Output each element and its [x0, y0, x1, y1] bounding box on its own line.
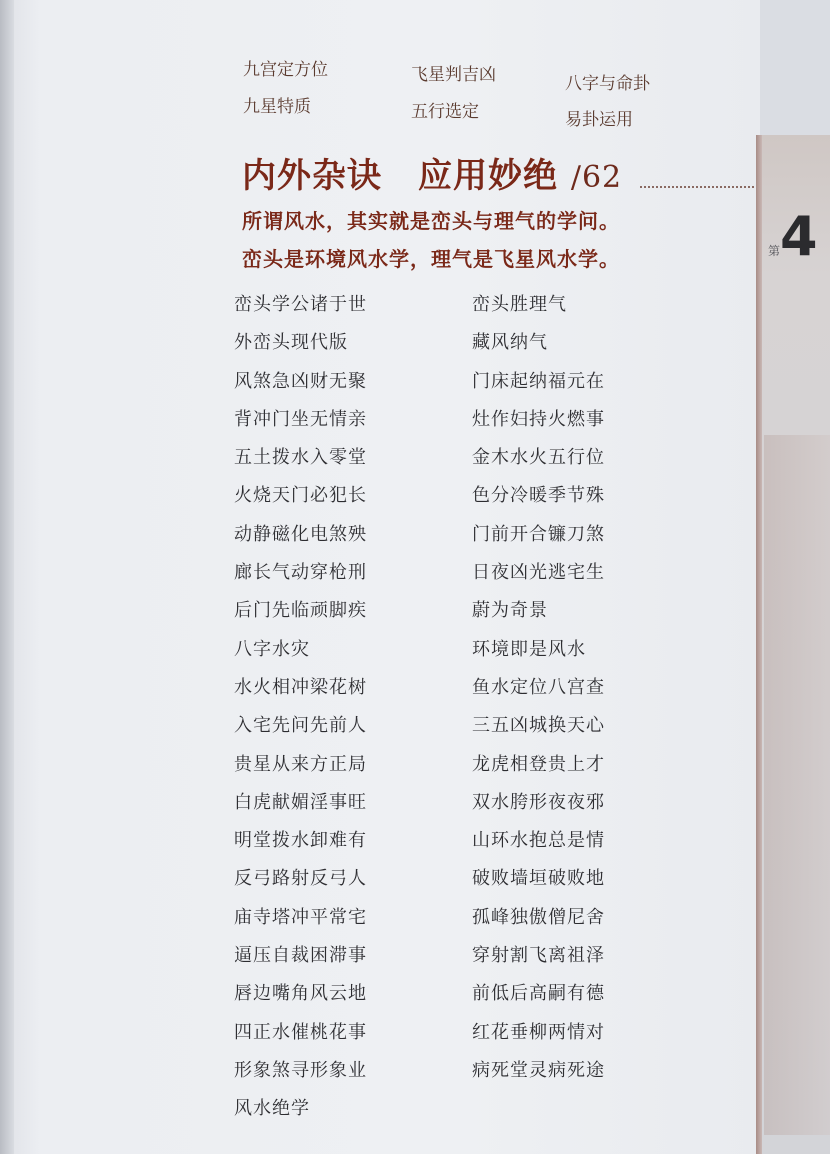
- list-item: 风煞急凶财无聚: [234, 370, 367, 392]
- list-item: 孤峰独傲僧尼舍: [472, 906, 605, 928]
- toc-item: 九宫定方位: [243, 60, 328, 80]
- list-item: 环境即是风水: [472, 638, 586, 660]
- list-item: 五土拨水入零堂: [234, 447, 367, 469]
- chapter-subtitle-1: 所谓风水，其实就是峦头与理气的学问。: [242, 209, 620, 233]
- list-item: 金木水火五行位: [472, 447, 605, 469]
- chapter-title-a: 内外杂诀: [242, 156, 382, 196]
- list-item: 前低后高嗣有德: [472, 983, 605, 1005]
- chapter-page-number: /62: [570, 160, 623, 195]
- list-item: 三五凶城换天心: [472, 715, 605, 737]
- list-item: 反弓路射反弓人: [234, 868, 367, 890]
- list-item: 逼压自裁困滞事: [234, 945, 367, 967]
- toc-item: 九星特质: [243, 97, 311, 117]
- list-item: 唇边嘴角风云地: [234, 983, 367, 1005]
- toc-item: 飞星判吉凶: [411, 65, 496, 85]
- chapter-heading: [242, 148, 622, 197]
- list-item: 门床起纳福元在: [472, 370, 605, 392]
- list-item: 色分冷暖季节殊: [472, 485, 605, 507]
- list-item: 火烧天门必犯长: [234, 485, 367, 507]
- list-item: 藏风纳气: [472, 332, 548, 354]
- list-item: 贵星从来方正局: [234, 753, 367, 775]
- toc-item: 八字与命卦: [565, 74, 650, 94]
- list-item: 明堂拨水卸难有: [234, 830, 367, 852]
- list-item: 峦头学公诸于世: [234, 294, 367, 315]
- list-item: 背冲门坐无情亲: [234, 408, 367, 430]
- list-item: 山环水抱总是情: [472, 830, 605, 852]
- list-item: 双水胯形夜夜邪: [472, 791, 605, 813]
- list-item: 日夜凶光逃宅生: [472, 562, 605, 584]
- page-edge-shadow: [756, 135, 762, 1154]
- book-spine: [0, 0, 14, 1154]
- list-item: 庙寺塔冲平常宅: [234, 906, 367, 928]
- list-item: 鱼水定位八宫查: [472, 676, 605, 698]
- list-item: 八字水灾: [234, 638, 310, 660]
- list-item: 水火相冲梁花树: [234, 676, 367, 698]
- list-item: 四正水催桃花事: [234, 1021, 367, 1043]
- chapter-tab-label: 第: [768, 244, 781, 258]
- item-list-left: [234, 290, 367, 1133]
- chapter-subtitle-2: 峦头是环境风水学，理气是飞星风水学。: [242, 247, 620, 271]
- list-item: 入宅先问先前人: [234, 715, 367, 737]
- list-item: 破败墙垣破败地: [472, 868, 605, 890]
- toc-item: 五行选定: [411, 102, 479, 122]
- list-item: 廊长气动穿枪刑: [234, 562, 367, 584]
- item-list-right: [472, 290, 605, 1094]
- chapter-title-b: 应用妙绝: [418, 156, 558, 196]
- list-item: 峦头胜理气: [472, 294, 567, 315]
- list-item: 病死堂灵病死途: [472, 1059, 605, 1081]
- list-item: 门前开合镰刀煞: [472, 523, 605, 545]
- list-item: 动静磁化电煞殃: [234, 523, 367, 545]
- list-item: 蔚为奇景: [472, 600, 548, 622]
- leader-dots: [640, 186, 758, 188]
- list-item: 后门先临顽脚疾: [234, 600, 367, 622]
- list-item: 灶作妇持火燃事: [472, 408, 605, 430]
- list-item: 风水绝学: [234, 1098, 310, 1120]
- toc-item: 易卦运用: [565, 110, 633, 130]
- list-item: 红花垂柳两情对: [472, 1021, 605, 1043]
- list-item: 白虎献媚淫事旺: [234, 791, 367, 813]
- page-shade-band: [764, 435, 830, 1135]
- chapter-tab-number: 4: [780, 205, 818, 268]
- list-item: 外峦头现代版: [234, 332, 348, 354]
- list-item: 穿射割飞离祖泽: [472, 945, 605, 967]
- list-item: 形象煞寻形象业: [234, 1059, 367, 1081]
- chapter-tab: [768, 205, 818, 268]
- next-page-edge: [756, 135, 830, 1154]
- list-item: 龙虎相登贵上才: [472, 753, 605, 775]
